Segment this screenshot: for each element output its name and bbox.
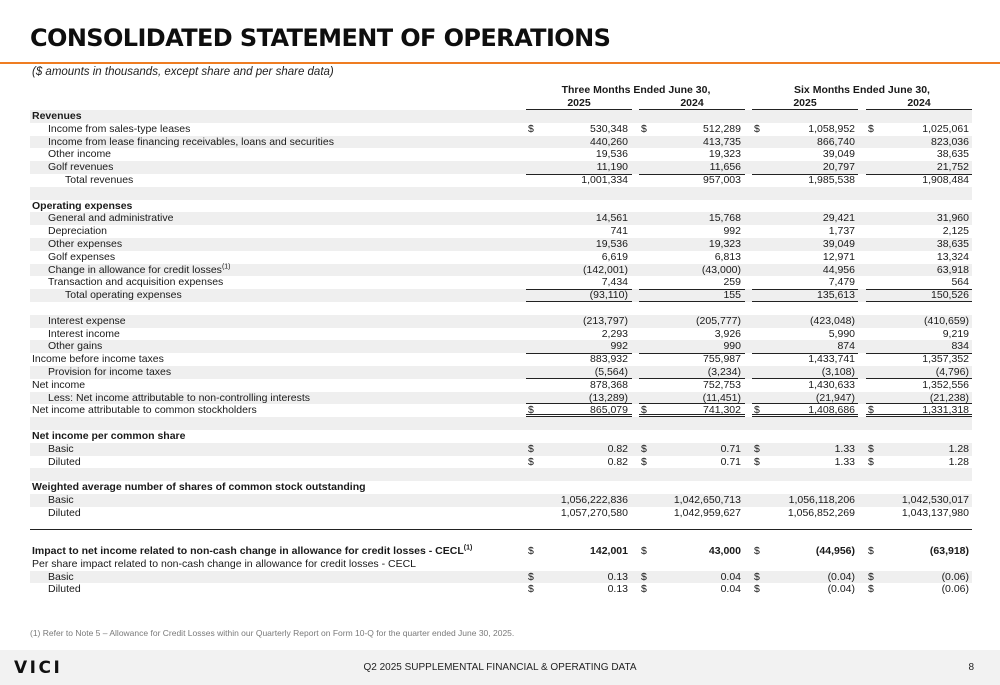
section-header-eps: Net income per common share (32, 429, 186, 442)
vici-logo: VICI (14, 658, 63, 678)
table-row-golf-revenues: Golf revenues 11,190 11,656 20,797 21,752 (30, 161, 972, 174)
section-header-revenues: Revenues (30, 110, 972, 123)
spacer-row (30, 302, 972, 315)
table-row-interest-expense: Interest expense (213,797) (205,777) (423,048) (410,659) (30, 315, 972, 328)
table-row-golf-expenses: Golf expenses 6,619 6,813 12,971 13,324 (48, 250, 969, 263)
table-row-other-expenses: Other expenses 19,536 19,323 39,049 38,635 (30, 238, 972, 251)
table-row-lease-financing: Income from lease financing receivables, loans and securities 440,260 413,735 866,740 823,036 (30, 136, 972, 149)
header-six-months: Six Months Ended June 30, (794, 84, 930, 96)
spacer-row (30, 187, 972, 200)
table-row-eps-basic: Basic $ 0.82 $ 0.71 $ 1.33 $ 1.28 (30, 443, 972, 456)
statement-table (30, 110, 972, 520)
page-title: CONSOLIDATED STATEMENT OF OPERATIONS (30, 24, 611, 52)
table-row-credit-loss-allowance: Change in allowance for credit losses$^{(1)}$ (142,001) (43,000) 44,956 63,918 (30, 264, 972, 277)
page-number: 8 (968, 662, 974, 673)
subtitle: ($ amounts in thousands, except share and per share data) (32, 66, 334, 78)
table-row-other-income: Other income 19,536 19,323 39,049 38,635 (48, 148, 969, 161)
section-header-operating-expenses: Operating expenses (32, 199, 133, 212)
footer-text: Q2 2025 SUPPLEMENTAL FINANCIAL & OPERATING DATA (363, 662, 637, 673)
cecl-impact-table (30, 545, 972, 596)
spacer-row (30, 468, 972, 481)
footnote: (1) Refer to Note 5 – Allowance for Credit Losses within our Quarterly Report on Form 10-Q for the quarter ended June 30, 2025. (30, 628, 515, 638)
table-row-depreciation: Depreciation 741 992 1,737 2,125 (48, 225, 969, 238)
table-row-transaction-expenses: Transaction and acquisition expenses 7,434 259 7,479 564 (48, 276, 969, 289)
header-year: 2025 (793, 97, 817, 109)
table-row-income-before-taxes: Income before income taxes 883,932 755,987 1,433,741 1,357,352 (30, 353, 972, 366)
table-row-total-revenues: Total revenues 1,001,334 957,003 1,985,538 1,908,484 (30, 174, 972, 187)
table-row-net-income: Net income 878,368 752,753 1,430,633 1,352,556 (32, 378, 969, 391)
table-row-sales-type-leases: Income from sales-type leases $ 530,348 $ 512,289 $ 1,058,952 $ 1,025,061 (48, 122, 969, 135)
title-underline (0, 62, 1000, 64)
header-year: 2024 (680, 97, 704, 109)
table-row-general-admin: General and administrative 14,561 15,768 29,421 31,960 (30, 212, 972, 225)
header-year: 2025 (567, 97, 591, 109)
section-divider (30, 529, 972, 530)
table-row-per-share-diluted: Diluted $ 0.13 $ 0.04 $ (0.04) $ (0.06) (48, 583, 969, 596)
table-row-other-gains: Other gains 992 990 874 834 (30, 340, 972, 353)
footnote-marker: (1) (221, 263, 231, 271)
section-header-per-share-impact: Per share impact related to non-cash change in allowance for credit losses - CECL (32, 557, 417, 570)
table-row-non-controlling-interests: Less: Net income attributable to non-controlling interests (13,289) (11,451) (21,947) (21,238) (30, 392, 972, 405)
header-year: 2024 (907, 97, 931, 109)
table-row-cecl-impact: Impact to net income related to non-cash change in allowance for credit losses - CECL$^{(1)}$ $ 142,001 $ 43,000 $ (44,956) $ (63,918) (32, 544, 969, 557)
table-row-shares-diluted: Diluted 1,057,270,580 1,042,959,627 1,056,852,269 1,043,137,980 (48, 506, 969, 519)
table-row-shares-basic: Basic 1,056,222,836 1,042,650,713 1,056,118,206 1,042,530,017 (30, 494, 972, 507)
table-row-eps-diluted: Diluted $ 0.82 $ 0.71 $ 1.33 $ 1.28 (48, 455, 969, 468)
table-row-total-operating-expenses: Total operating expenses (93,110) 155 135,613 150,526 (30, 289, 972, 302)
table-row-interest-income: Interest income 2,293 3,926 5,990 9,219 (48, 327, 969, 340)
section-header-weighted-shares: Weighted average number of shares of common stock outstanding (32, 481, 366, 494)
header-three-months: Three Months Ended June 30, (561, 84, 711, 96)
table-row-income-taxes: Provision for income taxes (5,564) (3,234) (3,108) (4,796) (30, 366, 972, 379)
footnote-marker: (1) (463, 544, 473, 552)
table-row-net-income-common: Net income attributable to common stockholders $ 865,079 $ 741,302 $ 1,408,686 $ 1,331,318 (30, 404, 972, 417)
table-row-per-share-basic: Basic $ 0.13 $ 0.04 $ (0.04) $ (0.06) (30, 571, 972, 584)
footer-bar (0, 650, 1000, 685)
spacer-row (30, 417, 972, 430)
